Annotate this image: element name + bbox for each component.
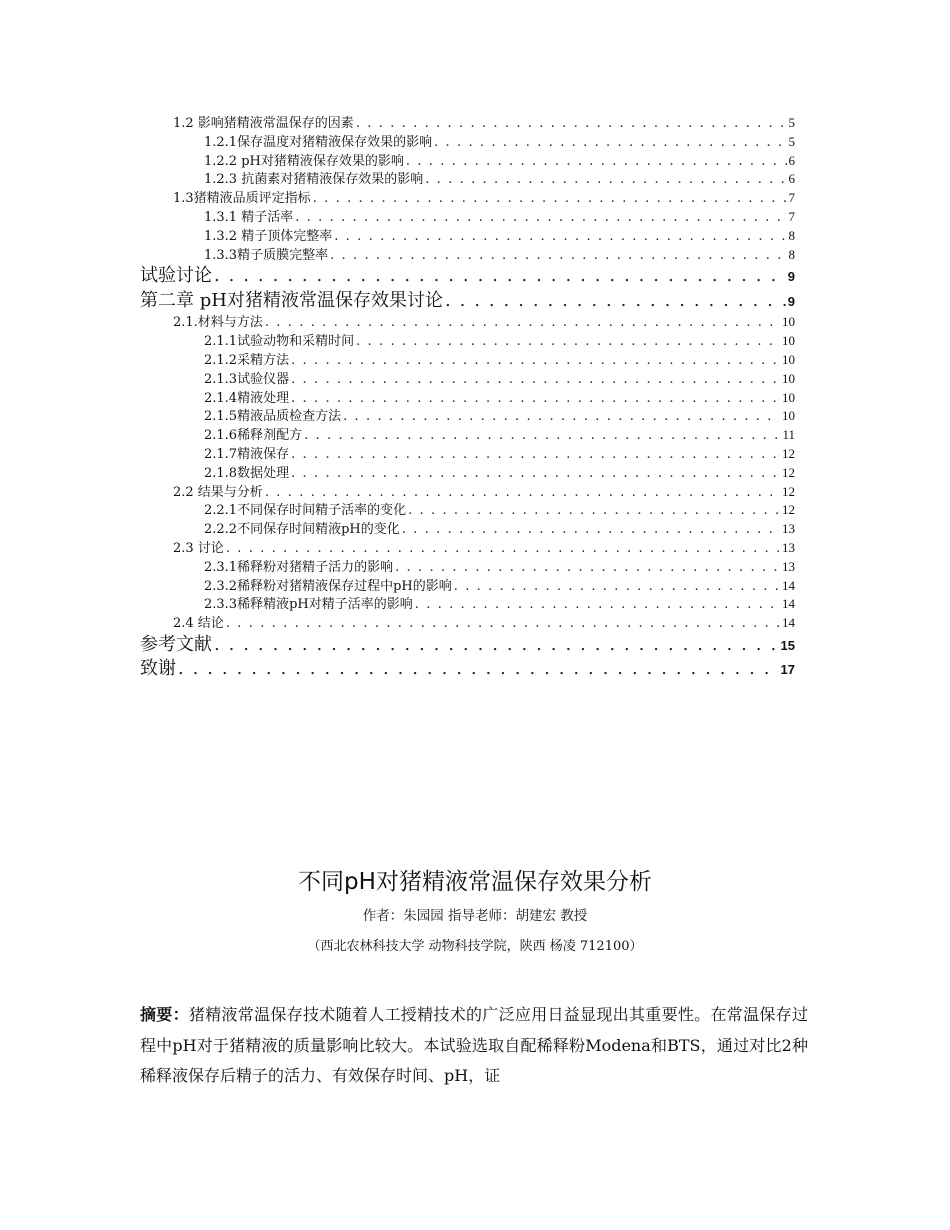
toc-entry[interactable]	[140, 246, 795, 265]
toc-leader-dots	[226, 540, 780, 558]
toc-leader-dots	[395, 559, 780, 577]
toc-leader-dots	[415, 596, 780, 614]
toc-entry-page: 6	[788, 171, 795, 187]
toc-entry-page: 5	[788, 115, 795, 130]
toc-entry-page: 13	[782, 539, 795, 555]
toc-entry-page: 12	[782, 464, 795, 480]
toc-entry-title: 2.1.4精液处理	[204, 390, 290, 406]
toc-entry[interactable]	[140, 332, 795, 351]
toc-entry[interactable]	[140, 152, 795, 171]
toc-entry-page: 8	[788, 227, 795, 243]
toc-entry-title: 2.2 结果与分析	[173, 484, 263, 500]
toc-entry-page: 7	[788, 190, 795, 206]
abstract-text: 猪精液常温保存技术随着人工授精技术的广泛应用日益显现出其重要性。在常温保存过程中pH对于猪精液的质量影响比较大。本试验选取自配稀释粉Modena和BTS，通过对比2种稀释液保存后精子的活力、有效保存时间、pH，证	[140, 1005, 808, 1085]
toc-leader-dots	[343, 408, 780, 426]
toc-entry-title: 1.3.1 精子活率	[204, 209, 294, 225]
toc-entry[interactable]	[140, 313, 795, 332]
toc-entry-page: 17	[780, 662, 795, 678]
toc-leader-dots	[425, 171, 786, 189]
toc-entry-page: 6	[788, 152, 795, 168]
toc-entry-title: 致谢	[140, 658, 176, 680]
toc-entry-title: 1.2.3 抗菌素对猪精液保存效果的影响	[204, 172, 424, 188]
toc-leader-dots	[178, 657, 779, 682]
toc-entry-title: 2.1.2采精方法	[204, 352, 290, 368]
toc-entry[interactable]	[140, 445, 795, 464]
toc-entry-page: 8	[788, 246, 795, 262]
toc-entry-page: 14	[782, 615, 795, 631]
toc-entry-title: 2.1.3试验仪器	[204, 371, 290, 387]
toc-entry[interactable]	[140, 114, 795, 133]
toc-entry[interactable]	[140, 595, 795, 614]
toc-entry-page: 13	[782, 521, 795, 537]
toc-entry-page: 15	[780, 637, 795, 653]
author-line: 作者：朱园园 指导老师：胡建宏 教授	[362, 908, 588, 924]
toc-entry-title: 1.3猪精液品质评定指标	[173, 191, 311, 207]
toc-leader-dots	[291, 390, 780, 408]
toc-entry-page: 14	[782, 596, 795, 612]
toc-entry[interactable]	[140, 133, 795, 152]
toc-entry-page: 12	[782, 483, 795, 499]
toc-leader-dots	[406, 153, 787, 171]
toc-entry[interactable]	[140, 577, 795, 596]
toc-entry[interactable]	[140, 264, 795, 289]
toc-entry[interactable]	[140, 633, 795, 658]
toc-leader-dots	[291, 371, 780, 389]
toc-leader-dots	[402, 521, 780, 539]
toc-entry[interactable]	[140, 558, 795, 577]
toc-leader-dots	[291, 446, 780, 464]
toc-entry-page: 9	[787, 269, 795, 285]
toc-entry[interactable]	[140, 389, 795, 408]
abstract-paragraph	[140, 1000, 808, 1092]
toc-entry[interactable]	[140, 351, 795, 370]
toc-leader-dots	[330, 247, 786, 265]
toc-leader-dots	[408, 502, 780, 520]
toc-entry-page: 7	[788, 208, 795, 224]
toc-entry[interactable]	[140, 407, 795, 426]
toc-entry[interactable]	[140, 426, 795, 445]
toc-entry-title: 1.2.1保存温度对猪精液保存效果的影响	[204, 134, 433, 150]
toc-leader-dots	[214, 264, 786, 289]
affiliation: （西北农林科技大学 动物科技学院，陕西 杨凌 712100）	[307, 939, 643, 954]
toc-entry[interactable]	[140, 501, 795, 520]
toc-entry-title: 2.3.2稀释粉对猪精液保存过程中pH的影响	[204, 578, 452, 594]
toc-leader-dots	[214, 633, 779, 658]
toc-leader-dots	[356, 115, 787, 133]
toc-entry[interactable]	[140, 539, 795, 558]
toc-entry-page: 10	[782, 314, 795, 330]
toc-entry-page: 10	[782, 351, 795, 367]
toc-entry[interactable]	[140, 227, 795, 246]
toc-entry-page: 13	[782, 558, 795, 574]
toc-leader-dots	[265, 484, 780, 502]
toc-entry[interactable]	[140, 208, 795, 227]
toc-entry-title: 2.2.1不同保存时间精子活率的变化	[204, 503, 407, 519]
toc-entry-title: 2.1.5精液品质检查方法	[204, 409, 342, 425]
toc-entry-title: 2.1.材料与方法	[173, 315, 263, 331]
toc-leader-dots	[265, 314, 780, 332]
toc-entry-page: 9	[787, 293, 795, 309]
toc-entry[interactable]	[140, 483, 795, 502]
toc-entry-page: 10	[782, 389, 795, 405]
toc-leader-dots	[334, 228, 786, 246]
toc-entry[interactable]	[140, 370, 795, 389]
toc-leader-dots	[356, 333, 780, 351]
toc-entry-title: 第二章 pH对猪精液常温保存效果讨论	[140, 289, 443, 311]
toc-entry[interactable]	[140, 170, 795, 189]
toc-entry-page: 11	[782, 427, 795, 443]
toc-leader-dots	[295, 209, 786, 227]
toc-entry[interactable]	[140, 614, 795, 633]
toc-entry-title: 1.3.2 精子顶体完整率	[204, 228, 333, 244]
toc-entry-title: 2.3.3稀释精液pH对精子活率的影响	[204, 597, 413, 613]
toc-entry[interactable]	[140, 189, 795, 208]
toc-entry-page: 10	[782, 408, 795, 424]
toc-leader-dots	[313, 190, 787, 208]
toc-entry-title: 1.2.2 pH对猪精液保存效果的影响	[204, 153, 404, 169]
toc-entry[interactable]	[140, 289, 795, 314]
toc-entry-title: 2.1.6稀释剂配方	[204, 428, 303, 444]
toc-entry-page: 12	[782, 445, 795, 461]
abstract-label: 摘要：	[140, 1005, 189, 1024]
toc-entry-title: 1.2 影响猪精液常温保存的因素	[173, 116, 354, 131]
toc-entry[interactable]	[140, 520, 795, 539]
toc-entry-title: 2.4 结论	[173, 616, 224, 632]
toc-entry-page: 14	[782, 577, 795, 593]
toc-leader-dots	[291, 465, 780, 483]
toc-entry-page: 12	[782, 502, 795, 518]
toc-entry-title: 试验讨论	[140, 265, 212, 287]
toc-entry-title: 2.3 讨论	[173, 540, 224, 556]
toc-entry-title: 2.1.8数据处理	[204, 465, 290, 481]
toc-entry-page: 10	[782, 333, 795, 349]
toc-entry-title: 参考文献	[140, 633, 212, 655]
toc-entry-title: 2.3.1稀释粉对猪精子活力的影响	[204, 559, 394, 575]
toc-leader-dots	[454, 578, 780, 596]
table-of-contents	[140, 114, 795, 682]
toc-entry-page: 5	[788, 133, 795, 149]
toc-leader-dots	[445, 289, 786, 314]
toc-entry[interactable]	[140, 464, 795, 483]
toc-entry-title: 2.1.1试验动物和采精时间	[204, 334, 355, 350]
toc-leader-dots	[434, 134, 786, 152]
toc-entry[interactable]	[140, 657, 795, 682]
toc-leader-dots	[226, 615, 780, 633]
toc-entry-title: 1.3.3精子质膜完整率	[204, 247, 329, 263]
toc-entry-title: 2.1.7精液保存	[204, 446, 290, 462]
toc-entry-title: 2.2.2不同保存时间精液pH的变化	[204, 522, 400, 538]
toc-entry-page: 10	[782, 370, 795, 386]
toc-leader-dots	[304, 427, 780, 445]
toc-leader-dots	[291, 352, 780, 370]
paper-title: 不同pH对猪精液常温保存效果分析	[298, 869, 652, 895]
